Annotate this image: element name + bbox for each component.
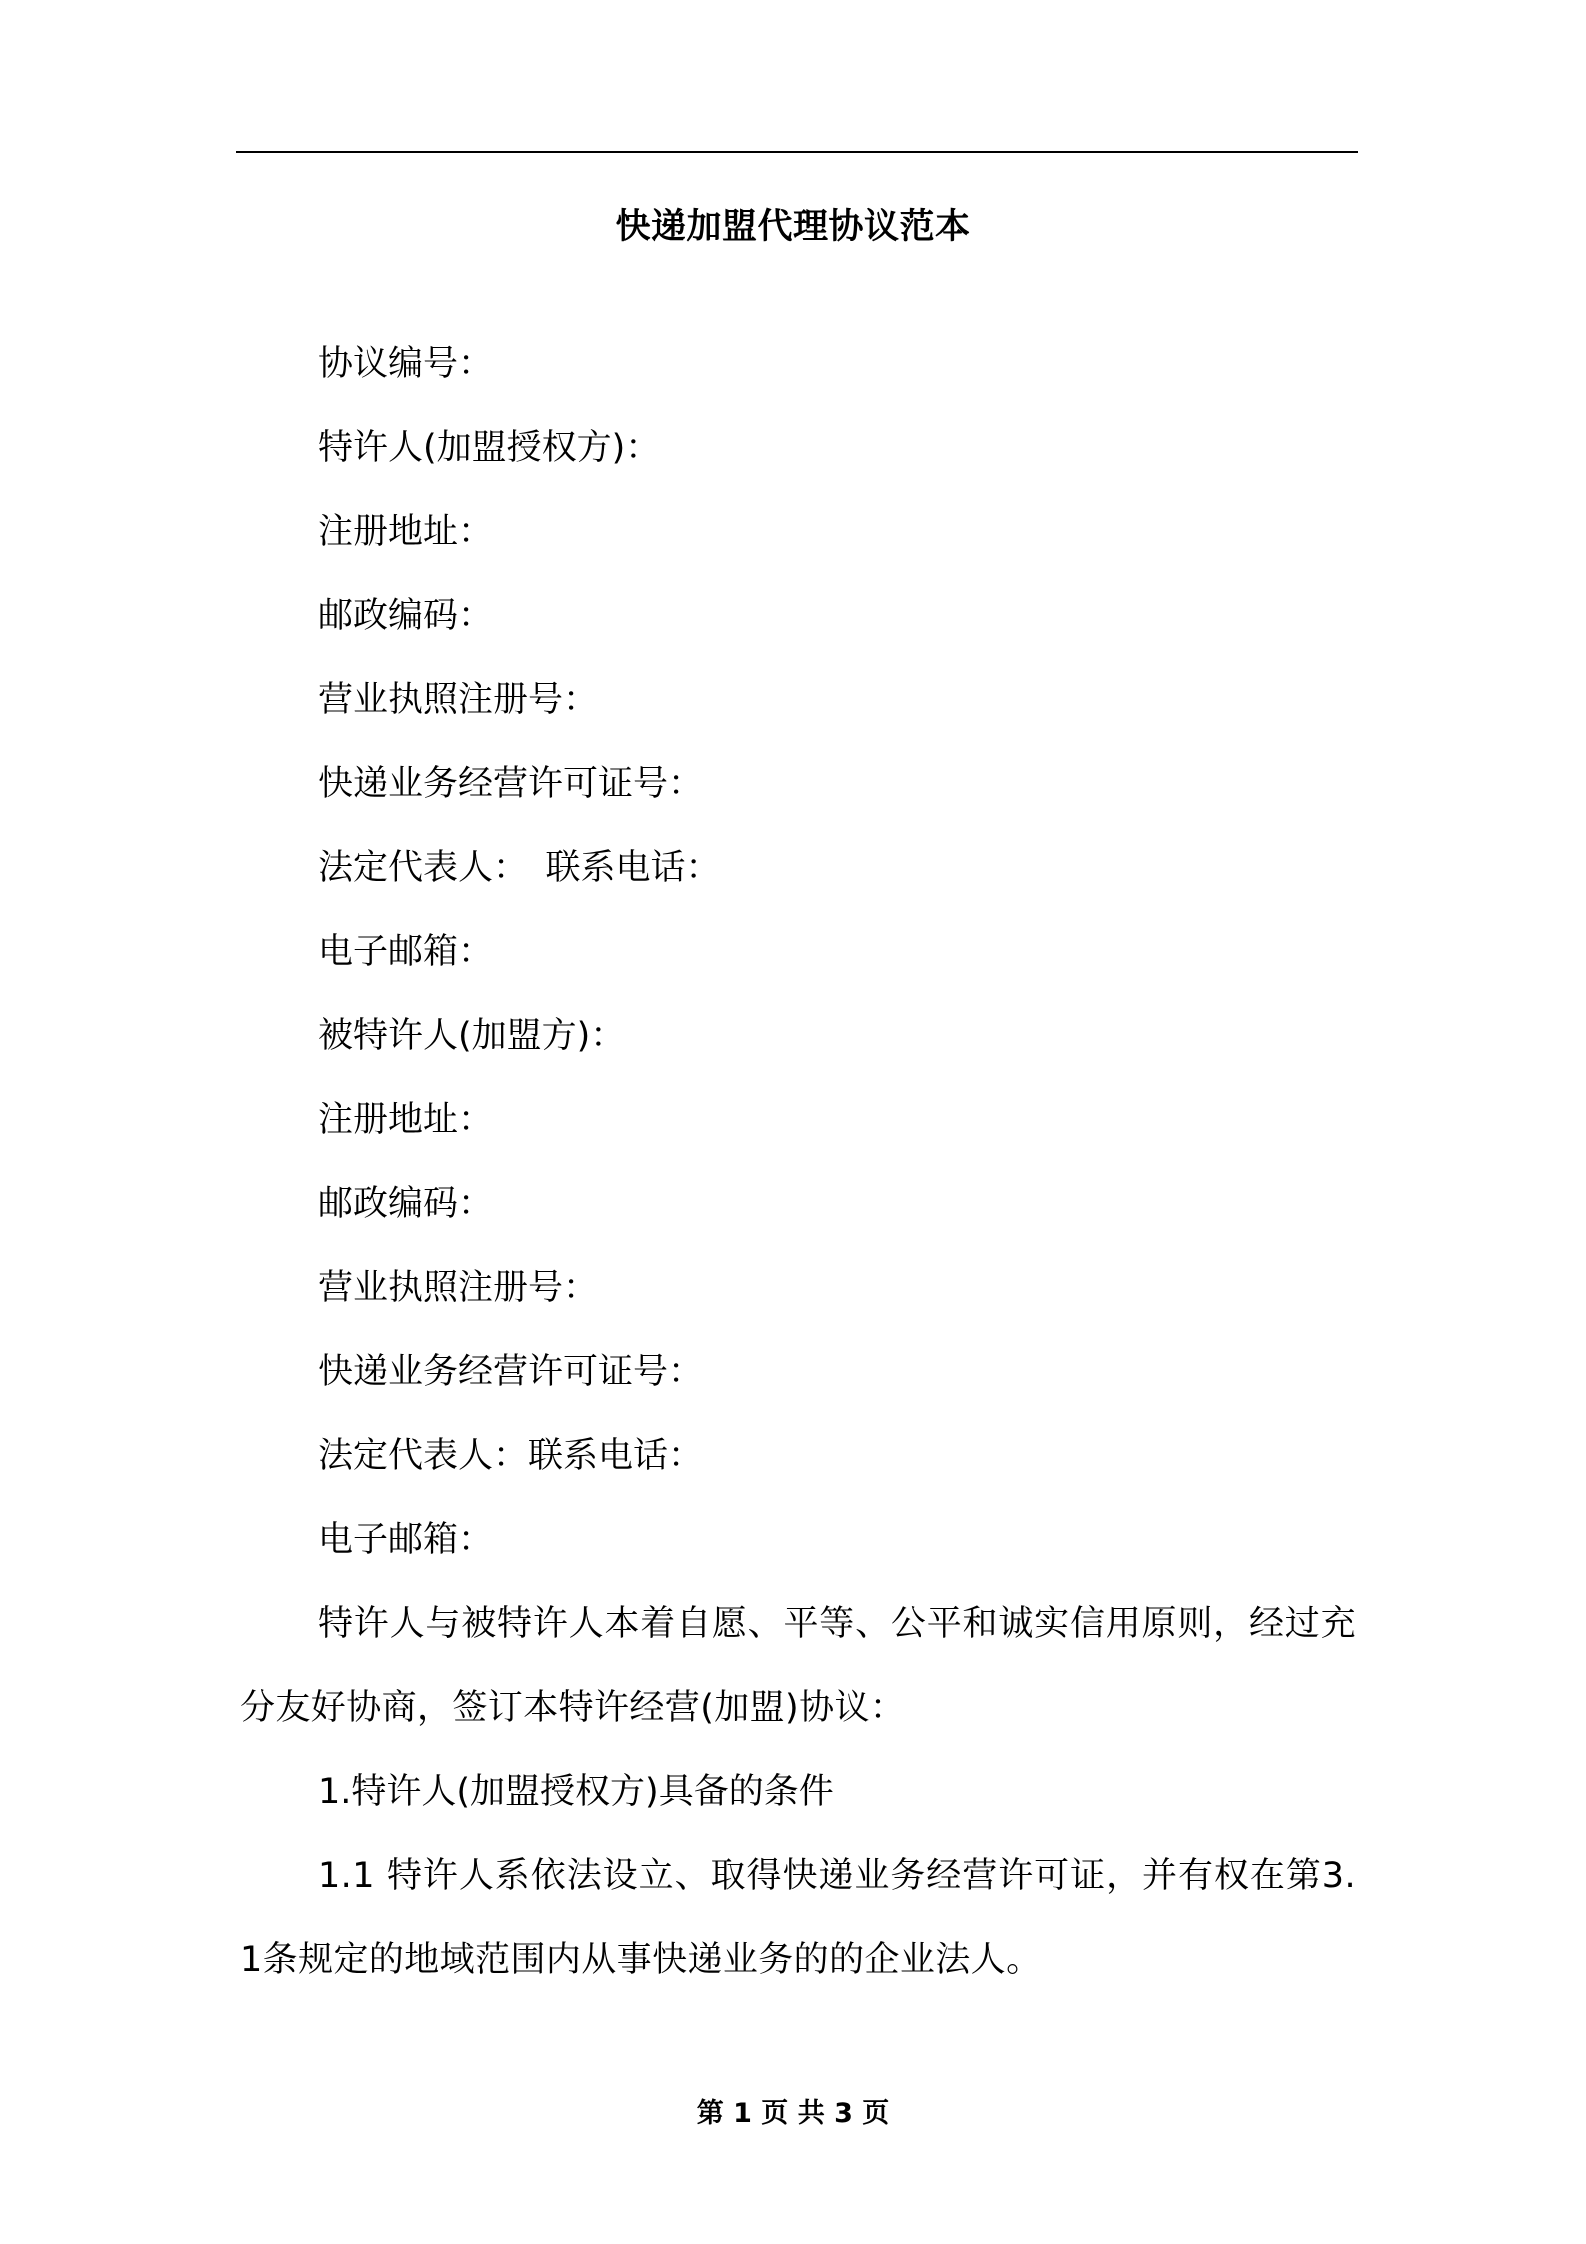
field-franchisor-license: 营业执照注册号：	[318, 680, 599, 720]
field-franchisee-representative-phone: 法定代表人：联系电话：	[318, 1436, 704, 1476]
field-franchisee-postcode: 邮政编码：	[318, 1184, 494, 1224]
page-number-footer: 第 1 页 共 3 页	[696, 2098, 890, 2129]
field-franchisee-email: 电子邮箱：	[318, 1520, 494, 1560]
field-agreement-number: 协议编号：	[318, 344, 494, 384]
field-franchisor-express-permit: 快递业务经营许可证号：	[318, 764, 704, 804]
field-franchisee-license: 营业执照注册号：	[318, 1268, 599, 1308]
field-franchisor: 特许人(加盟授权方)：	[318, 428, 661, 468]
field-franchisor-postcode: 邮政编码：	[318, 596, 494, 636]
field-franchisee-address: 注册地址：	[318, 1100, 494, 1140]
clause-1-1: 1.1 特许人系依法设立、取得快递业务经营许可证，并有权在第3.1条规定的地域范围内从事快递业务的的企业法人。	[240, 1856, 1356, 1980]
field-franchisor-email: 电子邮箱：	[318, 932, 494, 972]
field-franchisor-address: 注册地址：	[318, 512, 494, 552]
document-body	[240, 322, 1356, 2002]
intro-paragraph: 特许人与被特许人本着自愿、平等、公平和诚实信用原则，经过充分友好协商，签订本特许经营(加盟)协议：	[240, 1604, 1356, 1728]
field-franchisee: 被特许人(加盟方)：	[318, 1016, 626, 1056]
field-franchisor-representative-phone: 法定代表人： 联系电话：	[318, 848, 721, 888]
document-title: 快递加盟代理协议范本	[615, 207, 971, 247]
section-heading: 1.特许人(加盟授权方)具备的条件	[318, 1772, 834, 1812]
header-rule	[236, 151, 1358, 153]
field-franchisee-express-permit: 快递业务经营许可证号：	[318, 1352, 704, 1392]
